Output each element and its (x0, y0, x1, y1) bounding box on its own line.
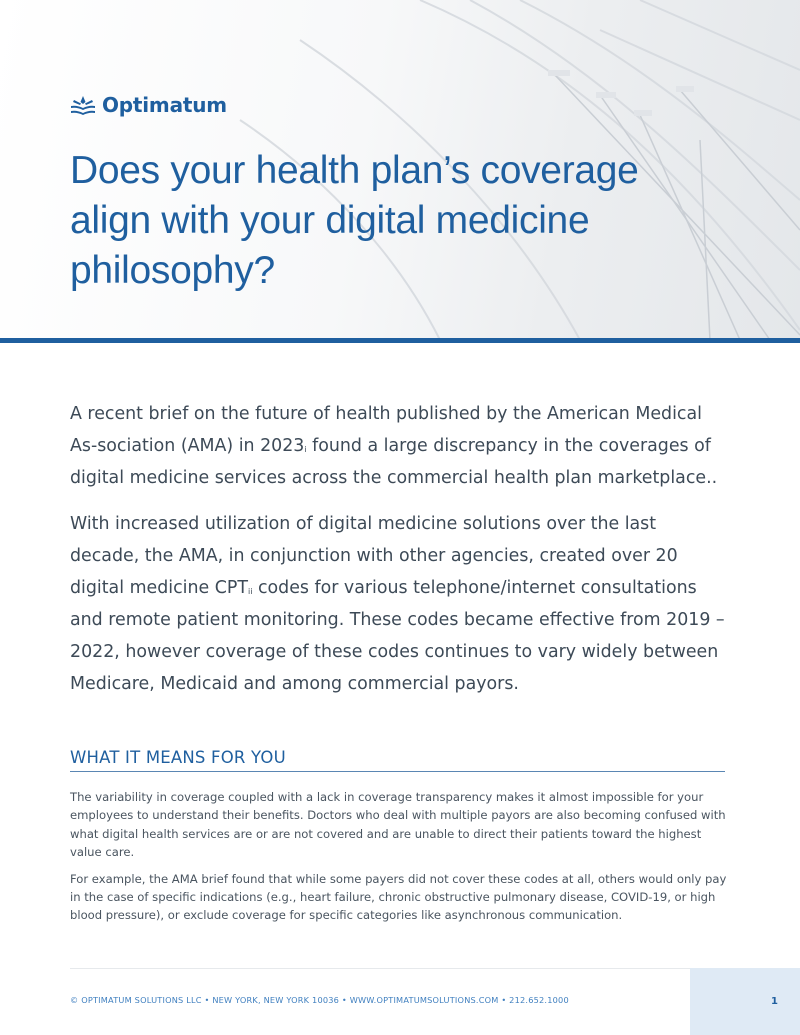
header-divider (0, 338, 800, 343)
section-heading: WHAT IT MEANS FOR YOU (70, 748, 286, 767)
page-number-box (690, 968, 800, 1035)
intro-section (70, 398, 730, 714)
section-body (70, 788, 730, 933)
footer-divider (70, 968, 690, 969)
footer-contact: © OPTIMATUM SOLUTIONS LLC • NEW YORK, NEW YORK 10036 • WWW.OPTIMATUMSOLUTIONS.COM • 212.652.1000 (70, 995, 569, 1005)
page-number: 1 (771, 996, 778, 1007)
section-paragraph-1: The variability in coverage coupled with a lack in coverage transparency makes it almost impossible for your employees to understand their benefits. Doctors who deal with multiple payors are also becoming confused with what digital health services are or are not covered and are unable to direct their patients toward the highest value care. (70, 790, 726, 860)
book-lotus-icon (70, 94, 96, 116)
brand-logo (70, 92, 227, 118)
footnote-ref-i: i (304, 445, 307, 454)
brand-name: Optimatum (102, 93, 227, 117)
page-title: Does your health plan’s coverage align with your digital medicine philosophy? (70, 149, 639, 292)
intro-paragraph-1: A recent brief on the future of health published by the American Medical As-sociation (AMA) in 2023$^i$ found a large discrepancy in the coverages of digital medicine services across the commercial health plan marketplace.. (70, 404, 718, 488)
section-paragraph-2: For example, the AMA brief found that while some payers did not cover these codes at all, others would only pay in the case of specific indications (e.g., heart failure, chronic obstructive pulmonary disease, COVID-19, or high blood pressure), or exclude coverage for specific categories like asynchronous communication. (70, 871, 727, 923)
intro-paragraph-2: With increased utilization of digital medicine solutions over the last decade, the AMA, in conjunction with other agencies, created over 20 digital medicine CPT$^{ii}$ codes for various telephone/internet consultations and remote patient monitoring. These codes became effective from 2019 – 2022, however coverage of these codes continues to vary widely between Medicare, Medicaid and among commercial payors. (70, 514, 725, 694)
section-heading-container (70, 746, 725, 772)
hero-banner (0, 0, 800, 340)
footnote-ref-ii: ii (247, 587, 253, 596)
